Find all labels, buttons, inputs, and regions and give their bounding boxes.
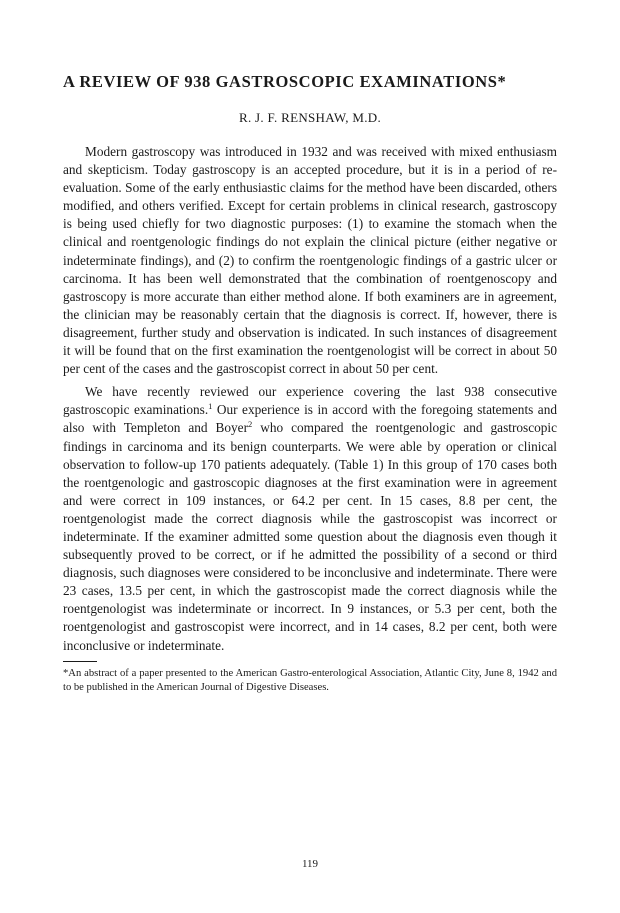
paragraph-2-text-a: We have recently reviewed our experience covering the last 938 consecutive gastroscopic examinations. xyxy=(63,384,557,418)
paragraph-2-text-b: Our experience is in accord with the foregoing statements and also with Templeton and Boyer xyxy=(63,402,558,436)
footnote: *An abstract of a paper presented to the American Gastro-enterological Association, Atlantic City, June 8, 1942 and to be published in the American Journal of Digestive Diseases. xyxy=(63,667,557,693)
author-byline: R. J. F. RENSHAW, M.D. xyxy=(238,110,381,125)
paragraph-2 xyxy=(63,383,557,654)
article xyxy=(63,72,557,695)
page-number: 119 xyxy=(301,858,319,870)
paragraph-2-text-c: who compared the roentgenologic and gastroscopic findings in carcinoma and its benign counterparts. We were able by operation or clinical observation to follow-up 170 patients adequately. (Table 1) In this group of 170 cases both the roentgenologic and gastroscopic diagnoses at the first examination were in agreement and were correct in 109 instances, or 64.2 per cent. In 15 cases, 8.8 per cent, the roentgenologist made the correct diagnosis while the gastroscopist was incorrect or indeterminate. If the examiner admitted some question about the diagnosis even though it subsequently proved to be correct, or if he admitted the possibility of a second or third diagnosis, such diagnoses were considered to be inconclusive and indeterminate. There were 23 cases, 13.5 per cent, in which the gastroscopist made the correct diagnosis while the roentgenologist was indeterminate or incorrect. In 9 instances, or 5.3 per cent, both the roentgenologist and gastroscopist were incorrect, and in 14 cases, 8.2 per cent, both were inconclusive or indeterminate. xyxy=(63,420,557,653)
paragraph-1: Modern gastroscopy was introduced in 1932 and was received with mixed enthusiasm and skepticism. Today gastroscopy is an accepted procedure, but it is in a period of re-evaluation. Some of the early enthusiastic claims for the method have been discarded, others modified, and others verified. Except for certain problems in clinical research, gastroscopy is being used chiefly for two diagnostic purposes: (1) to examine the stomach when the clinical and roentgenologic findings do not explain the clinical picture (either negative or indeterminate findings), and (2) to confirm the roentgenologic findings of a gastric ulcer or carcinoma. It has been well demonstrated that the combination of roentgenoscopy and gastroscopy is more accurate than either method alone. If both examiners are in agreement, the clinician may be reasonably certain that the diagnosis is correct. If, however, there is disagreement, further study and observation is indicated. In such instances of disagreement it will be found that on the first examination the roentgenologist will be correct in about 50 per cent of the cases and the gastroscopist correct in about 50 per cent. xyxy=(63,144,557,377)
article-body xyxy=(63,143,557,655)
article-title: A REVIEW OF 938 GASTROSCOPIC EXAMINATIONS* xyxy=(63,72,507,91)
reference-marker-2: 2 xyxy=(248,419,253,430)
reference-marker-1: 1 xyxy=(208,401,213,412)
footnote-divider xyxy=(63,661,97,662)
